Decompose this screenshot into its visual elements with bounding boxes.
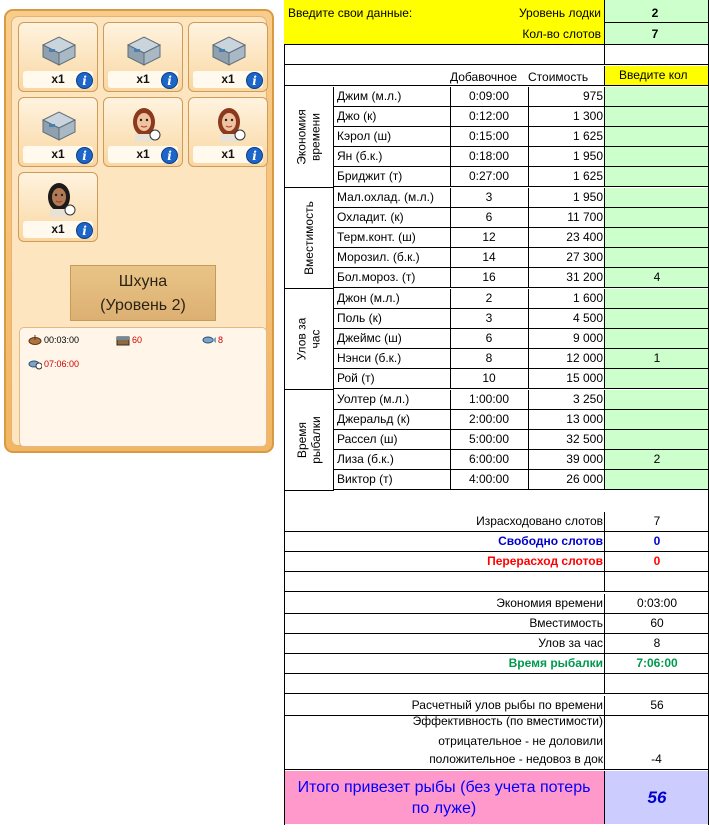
group-label (284, 289, 334, 390)
item-name: Кэрол (ш) (337, 129, 392, 143)
item-cost: 1 600 (572, 291, 603, 305)
item-row (334, 390, 709, 410)
input-header (284, 0, 604, 45)
item-extra: 0:09:00 (468, 89, 510, 103)
woman-crew-icon (209, 104, 249, 144)
stat-fish-per-hour (202, 334, 223, 346)
item-name: Рой (т) (337, 371, 375, 385)
slot-count: x1 (108, 71, 178, 88)
item-row (334, 430, 709, 450)
item-cost: 1 625 (572, 129, 603, 143)
item-qty-input[interactable]: 2 (604, 450, 709, 469)
item-name: Охладит. (к) (337, 210, 404, 224)
crew-slot[interactable] (188, 22, 268, 92)
efficiency-positive-label: положительное - недовоз в док (429, 752, 603, 766)
item-qty-input[interactable] (604, 430, 709, 449)
item-qty-input[interactable] (604, 390, 709, 409)
item-name: Уолтер (м.л.) (337, 392, 410, 406)
item-cost: 9 000 (572, 331, 603, 345)
item-extra: 14 (482, 250, 496, 264)
item-cost: 1 300 (572, 109, 603, 123)
item-qty-input[interactable] (604, 127, 709, 146)
slot-count: x1 (193, 71, 263, 88)
item-qty-input[interactable]: 4 (604, 268, 709, 287)
item-row (334, 289, 709, 309)
item-qty-input[interactable] (604, 369, 709, 388)
item-cost: 4 500 (572, 311, 603, 325)
item-name: Терм.конт. (ш) (337, 230, 416, 244)
item-qty-input[interactable] (604, 470, 709, 489)
item-cost: 1 625 (572, 169, 603, 183)
stat-time-saving (28, 334, 79, 346)
total-fish-row (284, 634, 709, 654)
boat-level: (Уровень 2) (100, 297, 186, 314)
slots-input[interactable]: 7 (651, 27, 659, 41)
stat-fishing-time (28, 358, 79, 370)
woman-crew-icon (124, 104, 164, 144)
input-prompt: Введите свои данные: (288, 6, 413, 20)
item-cost: 23 400 (566, 230, 603, 244)
boat-stats (19, 327, 267, 447)
total-capacity-row (284, 614, 709, 634)
efficiency-negative-label: отрицательное - не доловили (438, 734, 603, 748)
slot-count: x1 (193, 146, 263, 163)
item-qty-input[interactable] (604, 410, 709, 429)
group-name: Экономия времени (294, 109, 323, 165)
item-row (334, 127, 709, 147)
info-icon[interactable]: i (76, 72, 93, 89)
final-result-value: 56 (604, 771, 709, 824)
calc-catch-value: 56 (604, 696, 709, 715)
item-name: Поль (к) (337, 311, 382, 325)
woman-crew-dark-icon (39, 179, 79, 219)
item-row (334, 450, 709, 470)
efficiency-label: Эффективность (по вместимости) (412, 714, 603, 728)
total-fish-value: 8 (604, 634, 709, 653)
item-extra: 0:27:00 (468, 169, 510, 183)
col-cost-header: Стоимость (528, 70, 589, 84)
crew-slot[interactable] (103, 97, 183, 167)
item-row (334, 228, 709, 248)
item-row (334, 369, 709, 389)
item-name: Джеральд (к) (337, 412, 411, 426)
item-qty-input[interactable] (604, 147, 709, 166)
item-qty-input[interactable] (604, 208, 709, 227)
item-name: Мал.охлад. (м.л.) (337, 190, 434, 204)
fish-clock-icon (28, 358, 42, 370)
item-extra: 12 (482, 230, 496, 244)
fridge-icon (124, 29, 164, 69)
slots-free-row (284, 532, 709, 552)
info-icon[interactable]: i (76, 222, 93, 239)
item-cost: 12 000 (566, 351, 603, 365)
item-name: Джеймс (ш) (337, 331, 402, 345)
slot-count: x1 (23, 71, 93, 88)
item-qty-input[interactable] (604, 248, 709, 267)
item-extra: 5:00:00 (468, 432, 510, 446)
item-cost: 1 950 (572, 190, 603, 204)
grid-line (604, 674, 605, 694)
item-row (334, 147, 709, 167)
item-qty-input[interactable] (604, 167, 709, 186)
total-fishing-time-label: Время рыбалки (508, 656, 603, 670)
item-qty-input[interactable] (604, 309, 709, 328)
chest-icon (116, 334, 130, 346)
grid-border (284, 45, 285, 825)
input-divider (604, 22, 709, 23)
item-extra: 16 (482, 270, 496, 284)
item-row (334, 107, 709, 127)
group-name: Улов за час (294, 317, 323, 361)
col-enter-header: Введите кол (604, 66, 709, 85)
stat-fish-per-hour-value: 8 (218, 335, 224, 345)
item-row (334, 188, 709, 208)
calculator-sheet (284, 0, 709, 832)
item-cost: 27 300 (566, 250, 603, 264)
slots-used-label: Израсходовано слотов (476, 514, 603, 528)
item-cost: 3 250 (572, 392, 603, 406)
item-extra: 6 (485, 331, 493, 345)
final-result-label: Итого привезет рыбы (без учета потерь по луже) (284, 771, 604, 824)
item-row (334, 248, 709, 268)
item-name: Ян (б.к.) (337, 149, 383, 163)
fish-icon (202, 334, 216, 346)
item-extra: 6:00:00 (468, 452, 510, 466)
info-icon[interactable]: i (246, 147, 263, 164)
slots-over-value: 0 (604, 552, 709, 571)
slots-over-row (284, 552, 709, 572)
item-row (334, 349, 709, 369)
total-time-saving-label: Экономия времени (496, 596, 603, 610)
fridge-icon (39, 104, 79, 144)
item-cost: 32 500 (566, 432, 603, 446)
item-extra: 2 (485, 291, 493, 305)
slot-count: x1 (23, 221, 93, 238)
item-cost: 975 (582, 89, 603, 103)
total-fish-label: Улов за час (538, 636, 603, 650)
item-row (334, 268, 709, 288)
total-fishing-time-value: 7:06:00 (604, 654, 709, 673)
item-cost: 15 000 (566, 371, 603, 385)
spacer-row (284, 572, 709, 592)
slots-used-value: 7 (604, 512, 709, 531)
group-label (284, 390, 334, 491)
item-extra: 4:00:00 (468, 472, 510, 486)
boat-name: Шхуна (118, 273, 168, 290)
stat-fishing-time-value: 07:06:00 (44, 359, 80, 369)
item-cost: 26 000 (566, 472, 603, 486)
item-name: Джо (к) (337, 109, 377, 123)
item-name: Лиза (б.к.) (337, 452, 394, 466)
item-row (334, 329, 709, 349)
info-icon[interactable]: i (76, 147, 93, 164)
boat-panel (4, 9, 274, 453)
group-label (284, 188, 334, 289)
efficiency-block (284, 716, 709, 770)
item-qty-input[interactable]: 1 (604, 349, 709, 368)
item-row (334, 410, 709, 430)
crew-slot[interactable] (18, 172, 98, 242)
fridge-icon (39, 29, 79, 69)
item-extra: 2:00:00 (468, 412, 510, 426)
slots-used-row (284, 512, 709, 532)
item-extra: 1:00:00 (468, 392, 510, 406)
boat-level-label: Уровень лодки (518, 6, 601, 20)
item-cost: 31 200 (566, 270, 603, 284)
item-name: Бол.мороз. (т) (337, 270, 416, 284)
boat-name-plate (70, 265, 216, 321)
fridge-icon (209, 29, 249, 69)
slots-free-label: Свободно слотов (498, 534, 603, 548)
empty-row (284, 45, 709, 65)
slot-count: x1 (108, 146, 178, 163)
item-row (334, 470, 709, 490)
item-row (334, 208, 709, 228)
item-extra: 0:12:00 (468, 109, 510, 123)
item-qty-input[interactable] (604, 188, 709, 207)
crew-slot[interactable] (103, 22, 183, 92)
stat-capacity-value: 60 (132, 335, 143, 345)
slots-over-label: Перерасход слотов (487, 554, 603, 568)
item-name: Рассел (ш) (337, 432, 398, 446)
item-name: Нэнси (б.к.) (337, 351, 402, 365)
crew-slot[interactable] (188, 97, 268, 167)
item-name: Джон (м.л.) (337, 291, 400, 305)
group-label (284, 87, 334, 188)
total-time-saving-row (284, 594, 709, 614)
total-capacity-value: 60 (604, 614, 709, 633)
item-row (334, 87, 709, 107)
slots-label: Кол-во слотов (522, 27, 601, 41)
item-name: Бриджит (т) (337, 169, 403, 183)
item-extra: 10 (482, 371, 496, 385)
group-name: Время рыбалки (294, 416, 323, 464)
col-extra-header: Добавочное (450, 70, 518, 84)
item-qty-input[interactable] (604, 329, 709, 348)
info-icon[interactable]: i (161, 147, 178, 164)
column-header-row (284, 66, 709, 86)
item-name: Виктор (т) (337, 472, 393, 486)
item-extra: 0:15:00 (468, 129, 510, 143)
item-extra: 0:18:00 (468, 149, 510, 163)
item-cost: 39 000 (566, 452, 603, 466)
boat-icon (28, 334, 42, 346)
crew-slot[interactable] (18, 22, 98, 92)
boat-panel-inner (11, 16, 267, 446)
total-capacity-label: Вместимость (529, 616, 603, 630)
total-fishing-time-row (284, 654, 709, 674)
slot-count: x1 (23, 146, 93, 163)
item-qty-input[interactable] (604, 87, 709, 106)
item-row (334, 309, 709, 329)
item-extra: 3 (485, 311, 493, 325)
info-icon[interactable]: i (246, 72, 263, 89)
group-name: Вместимость (301, 201, 316, 275)
efficiency-value: -4 (651, 752, 662, 766)
item-qty-input[interactable] (604, 107, 709, 126)
calc-catch-label: Расчетный улов рыбы по времени (411, 698, 603, 712)
item-cost: 11 700 (567, 210, 603, 224)
slots-free-value: 0 (604, 532, 709, 551)
item-cost: 1 950 (572, 149, 603, 163)
item-extra: 3 (485, 190, 493, 204)
total-time-saving-value: 0:03:00 (604, 594, 709, 613)
item-qty-input[interactable] (604, 289, 709, 308)
grid-line (604, 45, 605, 65)
info-icon[interactable]: i (161, 72, 178, 89)
stat-capacity (116, 334, 142, 346)
grid-line (604, 572, 605, 592)
item-name: Морозил. (б.к.) (337, 250, 420, 264)
item-extra: 8 (485, 351, 493, 365)
spacer-row (284, 674, 709, 694)
item-row (334, 167, 709, 187)
crew-slot[interactable] (18, 97, 98, 167)
item-cost: 13 000 (566, 412, 603, 426)
item-name: Джим (м.л.) (337, 89, 402, 103)
item-extra: 6 (485, 210, 493, 224)
boat-level-input[interactable]: 2 (651, 6, 659, 20)
stat-time-saving-value: 00:03:00 (44, 335, 80, 345)
item-qty-input[interactable] (604, 228, 709, 247)
